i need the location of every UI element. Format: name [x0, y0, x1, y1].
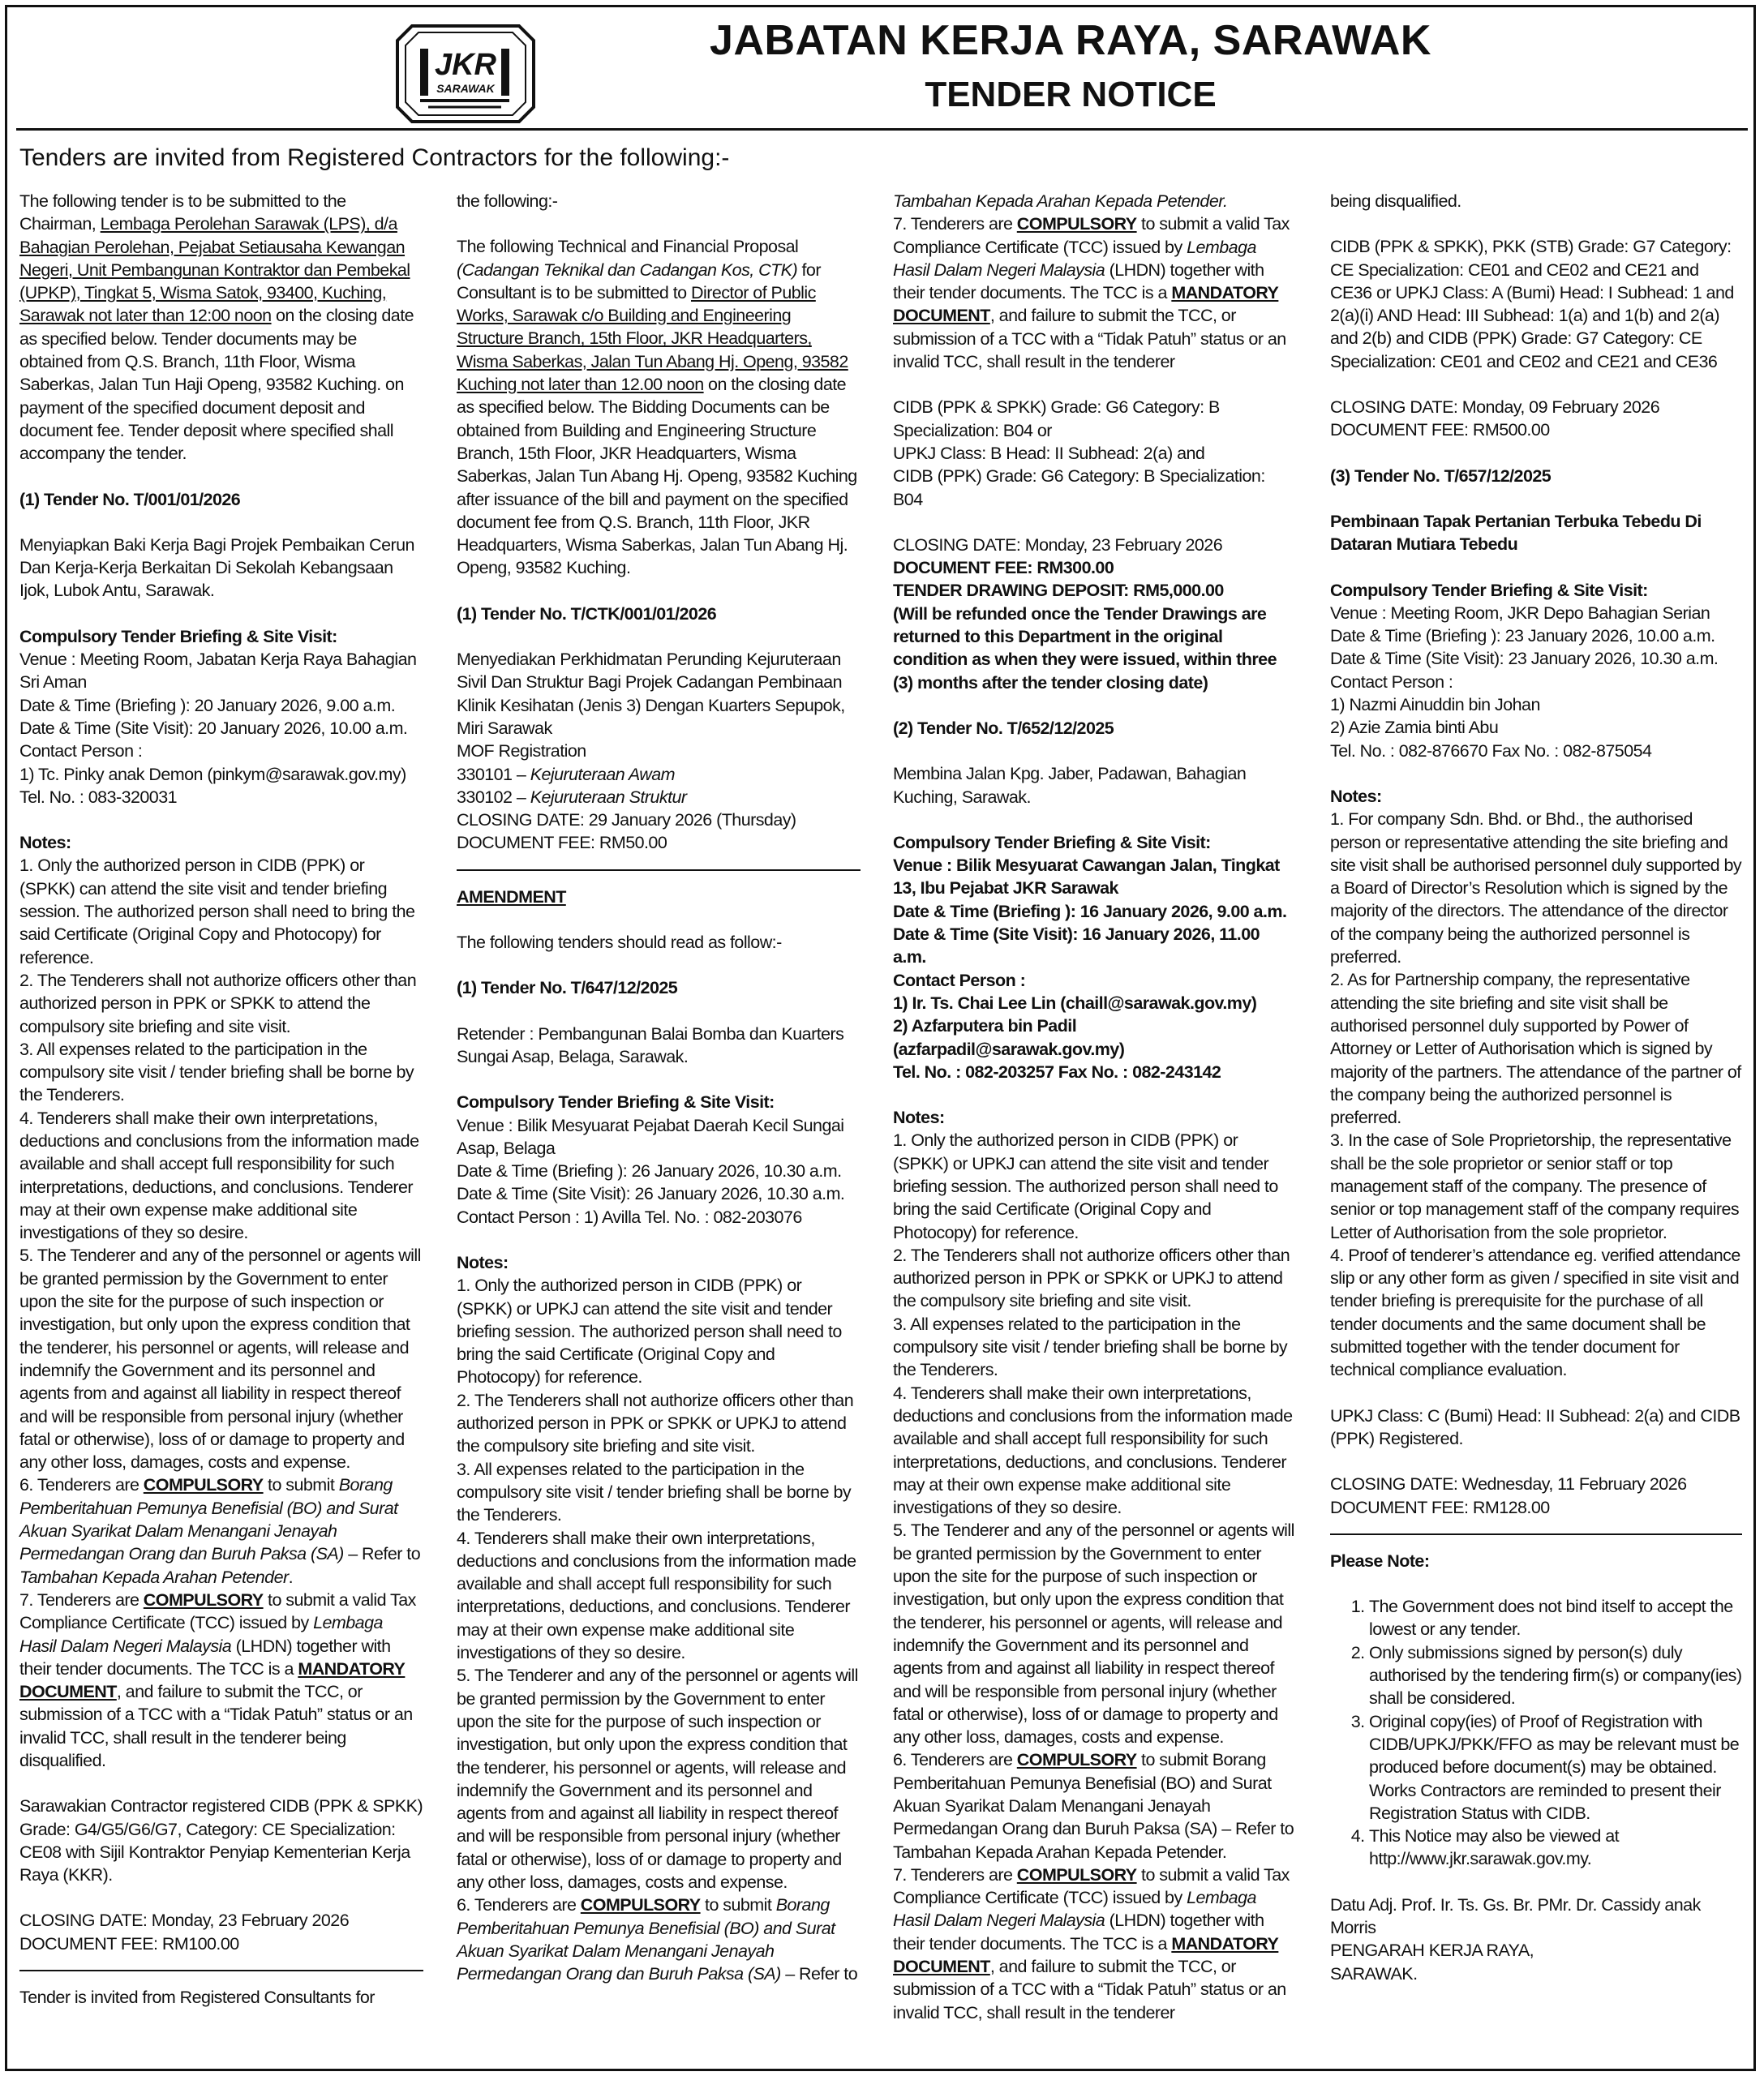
note-text: 6. Tenderers are: [457, 1895, 581, 1915]
amendment-heading: AMENDMENT: [457, 886, 566, 907]
note-6-cont: Tambahan Kepada Arahan Kepada Petender.: [893, 191, 1228, 211]
section-divider: [457, 869, 861, 871]
note-text: – Refer to: [343, 1544, 421, 1564]
note-text: to submit a valid Tax Compliance Certificate (TCC) issued by: [893, 1864, 1290, 1908]
page-subtitle: TENDER NOTICE: [925, 75, 1217, 114]
section-divider: [19, 1970, 423, 1971]
submission-address: Lembaga Perolehan Sarawak (LPS), d/a Bahagian Perolehan, Pejabat Setiausaha Kewangan Negeri, Unit Pembangunan Kontraktor dan Pembekal (UPKP), Tingkat 5, Wisma Satok, 93400, Kuching, Sarawak not later than 12:00 noon: [19, 214, 410, 326]
briefing-heading: Compulsory Tender Briefing & Site Visit:: [457, 1092, 775, 1113]
list-item: 1. The Government does not bind itself to accept the lowest or any tender.: [1369, 1595, 1742, 1641]
tender-description: Menyiapkan Baki Kerja Bagi Projek Pembaikan Cerun Dan Kerja-Kerja Berkaitan Di Sekolah Kebangsaan Ijok, Lubok Antu, Sarawak.: [19, 534, 414, 601]
briefing-details: Compulsory Tender Briefing & Site Visit: Venue : Bilik Mesyuarat Cawangan Jalan, Tingkat 13, Ibu Pejabat JKR Sarawak Date & Time (Briefing ): 16 January 2026, 9.00 a.m. Date & Time (Site Visit): 16 January 2026, 11.00 a.m. Contact Person : 1) Ir. Ts. Chai Lee Lin (chaill@sarawak.gov.my) 2) Azfarputera bin Padil (azfarpadil@sarawak.gov.my) Tel. No. : 082-203257 Fax No. : 082-243142: [893, 832, 1287, 1082]
list-item: 4. This Notice may also be viewed at http://www.jkr.sarawak.gov.my.: [1369, 1825, 1742, 1871]
mof-code: 330102 –: [457, 787, 530, 807]
briefing-heading: Compulsory Tender Briefing & Site Visit:: [19, 626, 337, 646]
svg-text:SARAWAK: SARAWAK: [436, 82, 495, 95]
mof-code: 330101 –: [457, 764, 530, 784]
note-7: [893, 212, 1297, 373]
note-text: , and failure to submit the TCC, or submission of a TCC with a “Tidak Patuh” status or an invalid TCC, shall result in the tenderer being disqualified.: [19, 1682, 413, 1770]
submission-text: for Consultant is to be submitted to: [457, 260, 821, 302]
note-6: [457, 1894, 861, 1985]
note-text: to submit Borang Pemberitahuan Pemunya Benefisial (BO) and Surat Akuan Syarikat Dalam Menangani Jenayah Permedangan Orang dan Buruh Paksa (SA) – Refer to Tambahan Kepada Arahan Kepada Petender.: [893, 1750, 1294, 1862]
notes-list: 1. Only the authorized person in CIDB (PPK) or (SPKK) can attend the site visit and tender briefing session. The authorized person shall need to bring the said Certificate (Original Copy and Photocopy) for reference. 2. The Tenderers shall not authorize officers other than authorized person in PPK or SPKK to attend the compulsory site briefing and site visit. 3. All expenses related to the participation in the compulsory site visit / tender briefing shall be borne by the Tenderers. 4. Tenderers shall make their own interpretations, deductions and conclusions from the information made available and shall accept full responsibility for such interpretations, deductions, and conclusions. Tenderer may at their own expense make additional site investigations of they so desire. 5. The Tenderer and any of the personnel or agents will be granted permission by the Government to enter upon the site for the purpose of such inspection or investigation, but only upon the express condition that the tenderer, his personnel or agents, will release and indemnify the Government and its personnel and agents from and against all liability in respect thereof and will be responsible from personal injury (whether fatal or otherwise), loss of or damage to property and any other loss, damages, costs and expense.: [19, 856, 421, 1473]
note-italic: Borang Pemberitahuan Pemunya Benefisial (BO) and Surat Akuan Syarikat Dalam Menangani Jenayah Permedangan Orang dan Buruh Paksa (SA): [19, 1475, 398, 1564]
note-text: 7. Tenderers are: [19, 1589, 144, 1610]
registration-requirement: CIDB (PPK & SPKK), PKK (STB) Grade: G7 Category: CE Specialization: CE01 and CE02 and CE21 and CE36 or UPKJ Class: A (Bumi) Head: I Subhead: 1 and 2(a)(i) AND Head: III Subhead: 1(a) and 1(b) and 2(a) and 2(b) and CIDB (PPK) Grade: G7 Category: CE Specialization: CE01 and CE02 and CE21 and CE36: [1330, 237, 1734, 371]
note-emphasis: MANDATORY DOCUMENT: [893, 1933, 1279, 1977]
submission-text: The following tender is to be submitted to the Chairman,: [19, 191, 346, 234]
note-emphasis: COMPULSORY: [143, 1589, 264, 1610]
note-text: to submit: [263, 1475, 339, 1495]
briefing-heading: Compulsory Tender Briefing & Site Visit:: [1330, 580, 1648, 600]
mof-label: Kejuruteraan Awam: [530, 764, 675, 784]
note-text: to submit a valid Tax Compliance Certificate (TCC) issued by: [893, 214, 1290, 257]
notes-heading: Notes:: [893, 1108, 945, 1128]
note-text: 6. Tenderers are: [893, 1750, 1017, 1770]
registration-requirement: CIDB (PPK & SPKK) Grade: G6 Category: B Specialization: B04 or UPKJ Class: B Head: II Subhead: 2(a) and CIDB (PPK) Grade: G6 Category: B Specialization: B04: [893, 397, 1265, 509]
list-item: 2. Only submissions signed by person(s) duly authorised by the tendering firm(s) or company(ies) shall be considered.: [1369, 1641, 1742, 1710]
note-7: [19, 1589, 423, 1772]
note-text: .: [288, 1567, 294, 1587]
consultants-intro: Tender is invited from Registered Consultants for: [19, 1988, 375, 2008]
briefing-details: Venue : Bilik Mesyuarat Pejabat Daerah Kecil Sungai Asap, Belaga Date & Time (Briefing ): 26 January 2026, 10.30 a.m. Date & Time (Site Visit): 26 January 2026, 10.30 a.m. Contact Person : 1) Avilla Tel. No. : 082-203076: [457, 1115, 845, 1227]
note-emphasis: COMPULSORY: [1016, 1750, 1137, 1770]
amendment-intro: The following tenders should read as follow:-: [457, 933, 782, 953]
tender-number: (1) Tender No. T/CTK/001/01/2026: [457, 603, 717, 624]
notes-list: 1. Only the authorized person in CIDB (PPK) or (SPKK) or UPKJ can attend the site visit and tender briefing session. The authorized person shall need to bring the said Certificate (Original Copy and Photocopy) for reference. 2. The Tenderers shall not authorize officers other than authorized person in PPK or SPKK or UPKJ to attend the compulsory site briefing and site visit. 3. All expenses related to the participation in the compulsory site visit / tender briefing shall be borne by the Tenderers. 4. Tenderers shall make their own interpretations, deductions and conclusions from the information made available and shall accept full responsibility for such interpretations, deductions, and conclusions. Tenderer may at their own expense make additional site investigations of they so desire. 5. The Tenderer and any of the personnel or agents will be granted permission by the Government to enter upon the site for the purpose of such inspection or investigation, but only upon the express condition that the tenderer, his personnel or agents, will release and indemnify the Government and its personnel and agents from and against all liability in respect thereof and will be responsible from personal injury (whether fatal or otherwise), loss of or damage to property and any other loss, damages, costs and expense.: [457, 1276, 858, 1892]
page-title: JABATAN KERJA RAYA, SARAWAK: [710, 17, 1431, 64]
closing-info: CLOSING DATE: Monday, 09 February 2026 DOCUMENT FEE: RM500.00: [1330, 397, 1660, 440]
mof-code-1: [457, 763, 861, 786]
tender-description: Membina Jalan Kpg. Jaber, Padawan, Bahagian Kuching, Sarawak.: [893, 764, 1247, 807]
note-text: to submit: [700, 1895, 776, 1915]
note-italic: Lembaga Hasil Dalam Negeri Malaysia: [19, 1613, 383, 1656]
tender-number: (3) Tender No. T/657/12/2025: [1330, 465, 1552, 486]
header-divider: [16, 128, 1748, 131]
notes-list: 1. Only the authorized person in CIDB (PPK) or (SPKK) or UPKJ can attend the site visit and tender briefing session. The authorized person shall need to bring the said Certificate (Original Copy and Photocopy) for reference. 2. The Tenderers shall not authorize officers other than authorized person in PPK or SPKK or UPKJ to attend the compulsory site briefing and site visit. 3. All expenses related to the participation in the compulsory site visit / tender briefing shall be borne by the Tenderers. 4. Tenderers shall make their own interpretations, deductions and conclusions from the information made available and shall accept full responsibility for such interpretations, deductions, and conclusions. Tenderer may at their own expense make additional site investigations of they so desire. 5. The Tenderer and any of the personnel or agents will be granted permission by the Government to enter upon the site for the purpose of such inspection or investigation, but only upon the express condition that the tenderer, his personnel or agents, will release and indemnify the Government and its personnel and agents from and against all liability in respect thereof and will be responsible from personal injury (whether fatal or otherwise), loss of or damage to property and any other loss, damages, costs and expense.: [893, 1130, 1294, 1748]
note-text: – Refer to: [780, 1964, 858, 1984]
tender-number: (1) Tender No. T/001/01/2026: [19, 489, 241, 509]
section-divider: [1330, 1533, 1742, 1535]
note-text: , and failure to submit the TCC, or submission of a TCC with a “Tidak Patuh” status or an invalid TCC, shall result in the tenderer: [893, 1957, 1286, 2022]
note-text: 7. Tenderers are: [893, 214, 1017, 234]
note-text: 7. Tenderers are: [893, 1864, 1017, 1885]
closing-date: CLOSING DATE: Monday, 23 February 2026: [893, 534, 1223, 555]
list-item: 3. Original copy(ies) of Proof of Registration with CIDB/UPKJ/PKK/FFO as may be relevant must be produced before document(s) may be obtained. Works Contractors are reminded to present their Registration Status with CIDB.: [1369, 1710, 1742, 1825]
tender-description: Pembinaan Tapak Pertanian Terbuka Tebedu Di Dataran Mutiara Tebedu: [1330, 511, 1702, 555]
note-6: [893, 1748, 1297, 1863]
note-emphasis: COMPULSORY: [143, 1475, 264, 1495]
submission-text: on the closing date as specified below. The Bidding Documents can be obtained from Building and Engineering Structure Branch, 15th Floor, JKR Headquarters, Wisma Saberkas, Jalan Tun Abang Hj. Openg, 93582 Kuching after issuance of the bill and payment on the specified document fee from Q.S. Branch, 11th Floor, JKR Headquarters, Wisma Saberkas, Jalan Tun Abang Hj. Openg, 93582 Kuching.: [457, 375, 857, 578]
notes-heading: Notes:: [457, 1252, 509, 1272]
column-4: [1330, 190, 1742, 2008]
note-text: (LHDN) together with their tender documents. The TCC is a: [893, 260, 1264, 303]
svg-text:JKR: JKR: [434, 48, 497, 82]
notes-list: 1. For company Sdn. Bhd. or Bhd., the authorised person or representative attending the site briefing and site visit shall be authorised personnel duly supported by a Board of Director’s Resolution which is signed by the majority of the directors. The attendance of the director of the company being the authorized personnel is preferred. 2. As for Partnership company, the representative attending the site briefing and site visit shall be authorised personnel duly supported by Power of Attorney or Letter of Authorisation which is signed by majority of the partners. The attendance of the partner of the company being the authorized personnel is preferred. 3. In the case of Sole Proprietorship, the representative shall be the sole proprietor or senior staff or top management staff of the company. The presence of senior or top management staff of the company requires Letter of Authorisation from the sole proprietor. 4. Proof of tenderer’s attendance eg. verified attendance slip or any other form as given / specified in site visit and tender briefing is prerequisite for the purchase of all tender documents and the same document shall be submitted together with the tender document for technical compliance evaluation.: [1330, 809, 1742, 1380]
fee-deposit-info: DOCUMENT FEE: RM300.00 TENDER DRAWING DEPOSIT: RM5,000.00 (Will be refunded once the Tender Drawings are returned to this Department in the original condition as when they were issued, within three (3) months after the tender closing date): [893, 558, 1277, 693]
submission-text-2: on the closing date as specified below. Tender documents may be obtained from Q.S. Branch, 11th Floor, Wisma Saberkas, Jalan Tun Haji Openg, 93582 Kuching. on payment of the specified document deposit and document fee. Tender deposit where specified shall accompany the tender.: [19, 306, 414, 464]
note-italic: Tambahan Kepada Arahan Petender: [19, 1567, 289, 1587]
note-text: , and failure to submit the TCC, or submission of a TCC with a “Tidak Patuh” status or an invalid TCC, shall result in the tenderer: [893, 306, 1286, 372]
submission-paragraph: [19, 190, 423, 465]
note-text: (LHDN) together with their tender documents. The TCC is a: [893, 1911, 1264, 1954]
please-note-heading: Please Note:: [1330, 1551, 1430, 1571]
column-3: [893, 190, 1297, 2024]
column-2: [457, 190, 861, 1985]
tender-description: Retender : Pembangunan Balai Bomba dan Kuarters Sungai Asap, Belaga, Sarawak.: [457, 1023, 844, 1066]
briefing-details: Venue : Meeting Room, Jabatan Kerja Raya Bahagian Sri Aman Date & Time (Briefing ): 20 January 2026, 9.00 a.m. Date & Time (Site Visit): 20 January 2026, 10.00 a.m. Contact Person : 1) Tc. Pinky anak Demon (pinkym@sarawak.gov.my) Tel. No. : 083-320031: [19, 650, 417, 807]
submission-paragraph: [457, 235, 861, 579]
briefing-details: Venue : Meeting Room, JKR Depo Bahagian Serian Date & Time (Briefing ): 23 January 2026, 10.00 a.m. Date & Time (Site Visit): 23 January 2026, 10.30 a.m. Contact Person : 1) Nazmi Ainuddin bin Johan 2) Azie Zamia binti Abu Tel. No. : 082-876670 Fax No. : 082-875054: [1330, 603, 1719, 761]
tender-number: (2) Tender No. T/652/12/2025: [893, 718, 1114, 738]
mof-label: Kejuruteraan Struktur: [530, 787, 687, 807]
tender-number: (1) Tender No. T/647/12/2025: [457, 978, 678, 998]
notes-heading: Notes:: [19, 833, 71, 853]
note-text: 6. Tenderers are: [19, 1475, 144, 1495]
note-italic: Borang Pemberitahuan Pemunya Benefisial (BO) and Surat Akuan Syarikat Dalam Menangani Jenayah Permedangan Orang dan Buruh Paksa (SA): [457, 1895, 835, 1984]
note-7-cont: being disqualified.: [1330, 191, 1461, 211]
registration-requirement: UPKJ Class: C (Bumi) Head: II Subhead: 2(a) and CIDB (PPK) Registered.: [1330, 1405, 1740, 1448]
submission-text: The following Technical and Financial Proposal: [457, 237, 799, 257]
note-7: [893, 1864, 1297, 2024]
note-text: (LHDN) together with their tender documents. The TCC is a: [19, 1636, 391, 1679]
submission-italic: (Cadangan Teknikal dan Cadangan Kos, CTK): [457, 260, 798, 280]
intro-text: Tenders are invited from Registered Contractors for the following:-: [19, 144, 730, 171]
note-emphasis: MANDATORY DOCUMENT: [893, 283, 1279, 326]
consultants-intro-cont: the following:-: [457, 191, 558, 211]
notes-heading: Notes:: [1330, 786, 1382, 806]
note-italic: Lembaga Hasil Dalam Negeri Malaysia: [893, 237, 1256, 280]
note-6: [19, 1473, 423, 1588]
note-text: to submit a valid Tax Compliance Certificate (TCC) issued by: [19, 1589, 416, 1633]
registration-requirement: Sarawakian Contractor registered CIDB (PPK & SPKK) Grade: G4/G5/G6/G7, Category: CE Specialization: CE08 with Sijil Kontraktor Penyiap Kementerian Kerja Raya (KKR).: [19, 1796, 423, 1885]
column-1: [19, 190, 423, 2009]
note-italic: Lembaga Hasil Dalam Negeri Malaysia: [893, 1888, 1256, 1931]
note-emphasis: COMPULSORY: [580, 1895, 701, 1915]
note-emphasis: MANDATORY DOCUMENT: [19, 1658, 406, 1702]
closing-info: CLOSING DATE: Wednesday, 11 February 2026 DOCUMENT FEE: RM128.00: [1330, 1474, 1687, 1517]
signature-block: Datu Adj. Prof. Ir. Ts. Gs. Br. PMr. Dr. Cassidy anak Morris PENGARAH KERJA RAYA, SARAWAK.: [1330, 1894, 1701, 1984]
mof-code-2: [457, 786, 861, 809]
submission-address: Director of Public Works, Sarawak c/o Building and Engineering Structure Branch, 15th Floor, JKR Headquarters, Wisma Saberkas, Jalan Tun Abang Hj. Openg, 93582 Kuching not later than 12.00 noon: [457, 282, 848, 395]
jkr-logo: [396, 24, 535, 123]
tender-description: Menyediakan Perkhidmatan Perunding Kejuruteraan Sivil Dan Struktur Bagi Projek Cadangan Pembinaan Klinik Kesihatan (Jenis 3) Dengan Kuarters Sepupok, Miri Sarawak MOF Registration: [457, 650, 845, 761]
closing-info: CLOSING DATE: 29 January 2026 (Thursday) DOCUMENT FEE: RM50.00: [457, 810, 796, 853]
please-note-list: [1330, 1595, 1742, 1871]
note-emphasis: COMPULSORY: [1016, 214, 1137, 234]
note-emphasis: COMPULSORY: [1016, 1864, 1137, 1885]
closing-info: CLOSING DATE: Monday, 23 February 2026 DOCUMENT FEE: RM100.00: [19, 1911, 350, 1954]
